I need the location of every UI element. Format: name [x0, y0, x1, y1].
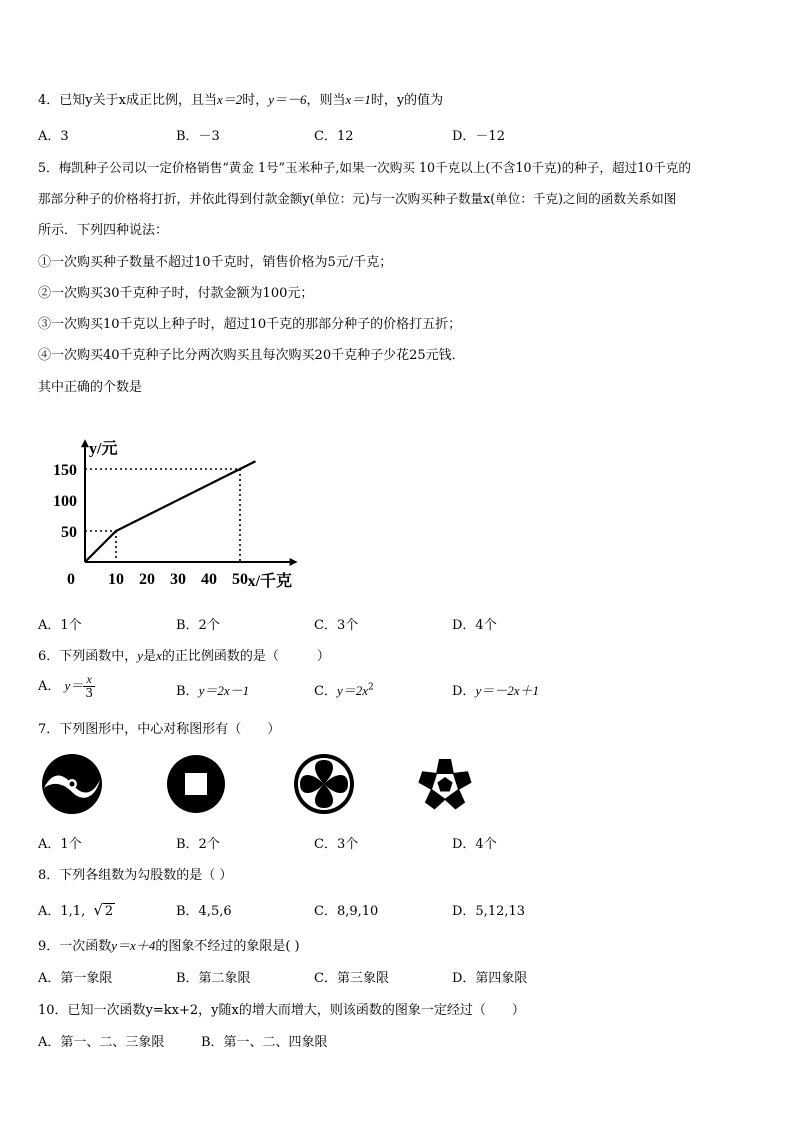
- q8-option-c: C．8,9,10: [314, 904, 379, 919]
- x-tick-label-10: 10: [108, 571, 124, 588]
- x-axis-label: x/千克: [247, 573, 293, 590]
- q8-option-b: B．4,5,6: [176, 904, 232, 919]
- four-petal-circle-icon: [292, 752, 356, 816]
- x-tick-label-40: 40: [201, 571, 217, 588]
- q5-option-c: C．3个: [314, 618, 359, 633]
- q5-stem-line2: 那部分种子的价格将打折，并依此得到付款金额y(单位：元)与一次购买种子数量x(单位：千克)之间的函数关系如图: [38, 191, 677, 206]
- q7-stem: 7．下列图形中，中心对称图形有（ ）: [38, 722, 281, 737]
- q6-option-b: B．y＝2x－1: [176, 683, 250, 699]
- q5-stem-line1: 5．梅凯种子公司以一定价格销售“黄金 1号”玉米种子,如果一次购买 10千克以上(不含10千克)的种子，超过10千克的: [38, 160, 691, 175]
- q5-question: 其中正确的个数是: [38, 380, 143, 395]
- q8-stem: 8．下列各组数为勾股数的是（ ）: [38, 868, 233, 883]
- q9-option-a: A．第一象限: [38, 971, 113, 986]
- series-line-0: [85, 461, 256, 562]
- q7-option-a: A．1个: [38, 837, 82, 852]
- pentagon-petals-icon: [416, 756, 474, 812]
- q5-function-graph: [40, 402, 340, 600]
- q7-option-b: B．2个: [176, 837, 220, 852]
- q10-stem: 10．已知一次函数y=kx+2，y随x的增大而增大，则该函数的图象一定经过（ ）: [38, 1003, 525, 1018]
- y-axis-label: y/元: [89, 440, 118, 458]
- y-tick-label-100: 100: [53, 493, 77, 510]
- q5-option-d: D．4个: [452, 618, 497, 633]
- q6-stem: 6．下列函数中，y是x的正比例函数的是（ ）: [38, 648, 330, 664]
- q9-option-b: B．第二象限: [176, 971, 251, 986]
- origin-label: 0: [67, 571, 75, 588]
- y-tick-label-150: 150: [53, 462, 77, 479]
- q9-option-c: C．第三象限: [314, 971, 389, 986]
- q10-option-b: B．第一、二、四象限: [201, 1035, 328, 1050]
- q6-option-a: A． y＝ $\frac{x}{3}$: [38, 672, 93, 700]
- x-tick-label-20: 20: [139, 571, 155, 588]
- q4-option-b: B．－3: [176, 129, 220, 144]
- q5-stem-line3: 所示．下列四种说法：: [38, 223, 169, 238]
- x-tick-label-50: 50: [232, 571, 248, 588]
- q9-stem: 9．一次函数y＝x＋4的图象不经过的象限是( ): [38, 938, 300, 954]
- q5-statement-1: ①一次购买种子数量不超过10千克时，销售价格为5元/千克；: [38, 255, 393, 270]
- yin-yang-wave-icon: [40, 752, 104, 816]
- q5-option-b: B．2个: [176, 618, 220, 633]
- q5-statement-2: ②一次购买30千克种子时，付款金额为100元；: [38, 286, 314, 301]
- q5-option-a: A．1个: [38, 618, 82, 633]
- q4-option-c: C．12: [314, 129, 354, 144]
- x-axis-arrow: [290, 558, 298, 566]
- x-tick-label-30: 30: [170, 571, 186, 588]
- q8-option-a: A．1,1, √ 2: [38, 901, 114, 919]
- q7-option-d: D．4个: [452, 837, 497, 852]
- q6-option-c: C．$y=2x^2$: [314, 682, 374, 699]
- q8-option-d: D．5,12,13: [452, 904, 526, 919]
- q4-option-a: A．3: [38, 129, 69, 144]
- q10-option-a: A．第一、二、三象限: [38, 1035, 165, 1050]
- q5-statement-4: ④一次购买40千克种子比分两次购买且每次购买20千克种子少花25元钱．: [38, 348, 465, 363]
- q9-option-d: D．第四象限: [452, 971, 528, 986]
- y-tick-label-50: 50: [61, 524, 77, 541]
- q4-stem: 4．已知y关于x成正比例，且当x＝2时，y＝－6，则当x＝1时，y的值为: [38, 92, 444, 108]
- coin-square-hole-icon: [166, 754, 226, 814]
- q5-statement-3: ③一次购买10千克以上种子时，超过10千克的那部分种子的价格打五折；: [38, 317, 462, 332]
- q4-option-d: D．－12: [452, 129, 505, 144]
- q7-option-c: C．3个: [314, 837, 359, 852]
- q6-option-d: D．y＝－2x＋1: [452, 683, 539, 699]
- y-axis-arrow: [81, 439, 89, 447]
